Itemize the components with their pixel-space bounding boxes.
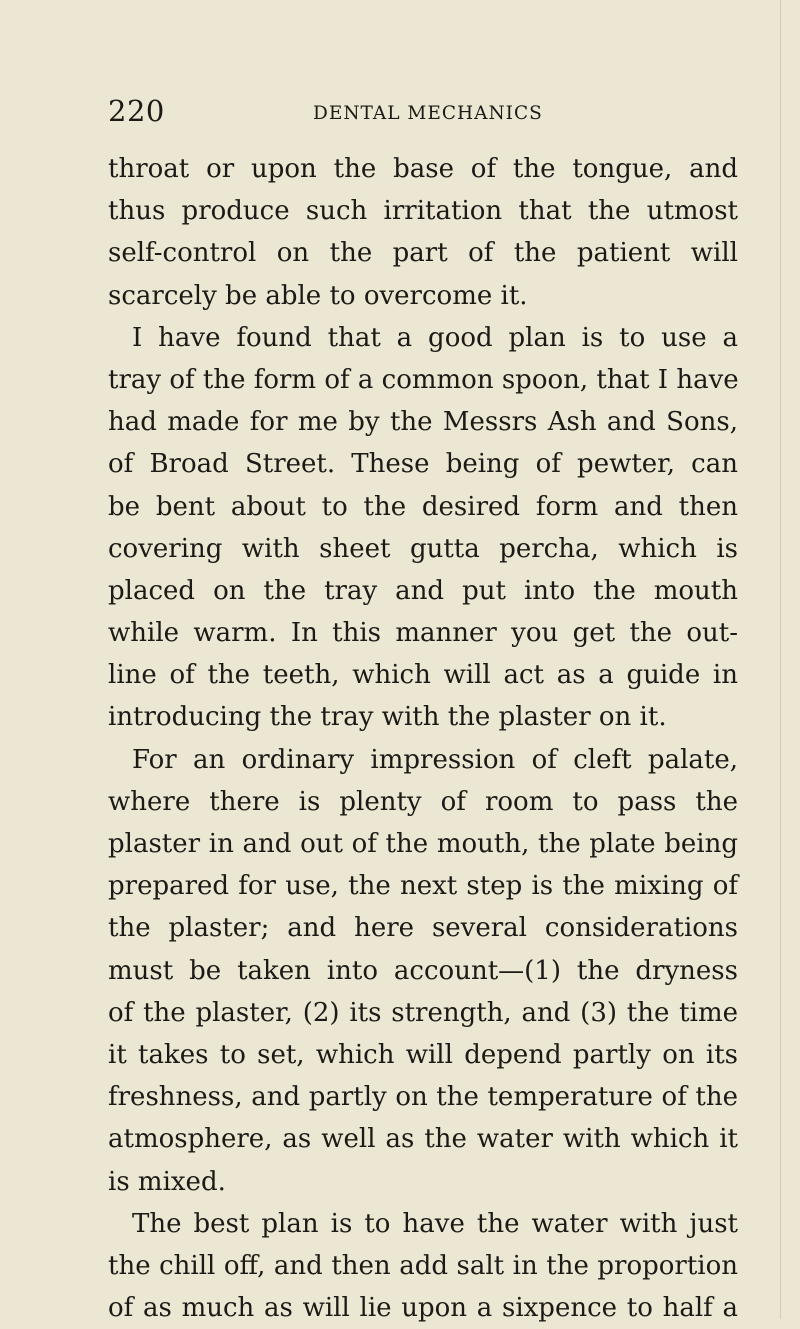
text-line: had made for me by the Messrs Ash and Sons, (108, 407, 738, 438)
text-line: tray of the form of a common spoon, that I have (108, 364, 739, 395)
text-line: the plaster; and here several considerations (108, 913, 738, 944)
text-line: scarcely be able to overcome it. (108, 280, 528, 311)
text-line: of Broad Street. These being of pewter, can (108, 449, 738, 480)
text-line: it takes to set, which will depend partly on its (108, 1039, 738, 1070)
text-line: be bent about to the desired form and then (108, 491, 738, 522)
text-line: self-control on the part of the patient will (108, 238, 738, 269)
text-line: For an ordinary impression of cleft palate, (132, 744, 738, 775)
text-line: the chill off, and then add salt in the proportion (108, 1250, 738, 1281)
text-line: plaster in and out of the mouth, the plate being (108, 829, 738, 859)
text-line: I have found that a good plan is to use a (132, 322, 738, 353)
text-line: atmosphere, as well as the water with which it (108, 1124, 738, 1155)
text-line: is mixed. (108, 1166, 226, 1197)
text-line: freshness, and partly on the temperature of the (108, 1082, 738, 1113)
text-line: throat or upon the base of the tongue, and (108, 154, 738, 184)
text-line: must be taken into account—(1) the dryness (108, 955, 738, 986)
text-line: while warm. In this manner you get the out- (108, 618, 738, 649)
body-text (108, 148, 738, 1329)
text-line: introducing the tray with the plaster on it. (108, 702, 667, 733)
page-header (108, 95, 738, 135)
text-line: placed on the tray and put into the mouth (108, 575, 738, 606)
running-head: DENTAL MECHANICS (313, 103, 543, 124)
text-line: of as much as will lie upon a sixpence to half a (108, 1293, 738, 1324)
text-line: of the plaster, (2) its strength, and (3) the time (108, 997, 738, 1028)
text-line: line of the teeth, which will act as a guide in (108, 660, 738, 691)
page-edge-shadow (780, 0, 781, 1319)
text-line: where there is plenty of room to pass the (108, 786, 738, 817)
text-line: thus produce such irritation that the utmost (108, 196, 738, 227)
page-number: 220 (108, 94, 165, 128)
text-line: covering with sheet gutta percha, which is (108, 533, 738, 564)
text-line: The best plan is to have the water with just (132, 1208, 738, 1239)
text-line: prepared for use, the next step is the mixing of (108, 871, 738, 902)
